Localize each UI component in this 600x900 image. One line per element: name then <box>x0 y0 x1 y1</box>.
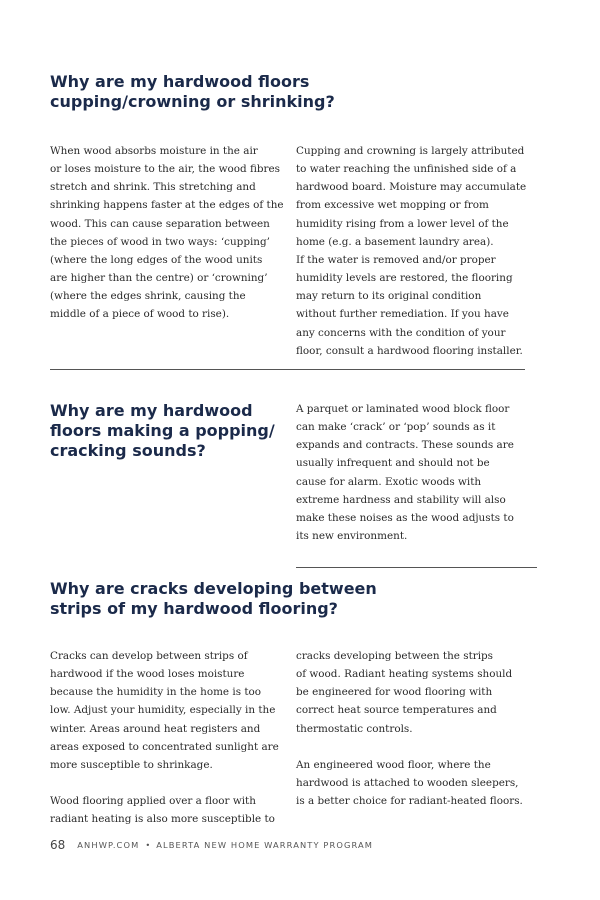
text-line: may return to its original condition <box>296 290 482 303</box>
section3-heading <box>50 579 377 619</box>
section1-left-column <box>50 142 284 324</box>
text-line: hardwood board. Moisture may accumulate <box>296 181 527 194</box>
text-line: areas exposed to concentrated sunlight are <box>50 740 279 753</box>
text-line: If the water is removed and/or proper <box>296 253 496 266</box>
section1-heading-line: cupping/crowning or shrinking? <box>50 92 335 111</box>
text-line: because the humidity in the home is too <box>50 686 262 699</box>
section3-right-column <box>296 647 523 810</box>
text-line: usually infrequent and should not be <box>296 457 490 470</box>
text-line: Wood flooring applied over a floor with <box>50 795 256 808</box>
section3-heading-line: Why are cracks developing between <box>50 579 377 598</box>
text-line: be engineered for wood flooring with <box>296 686 493 699</box>
footer-separator: • <box>145 840 151 850</box>
text-line: hardwood is attached to wooden sleepers, <box>296 777 519 790</box>
text-line: When wood absorbs moisture in the air <box>50 145 258 157</box>
section1-heading-line: Why are my hardwood floors <box>50 72 310 91</box>
text-line: humidity levels are restored, the flooring <box>296 272 513 285</box>
section2-heading-line: cracking sounds? <box>50 441 206 460</box>
footer-website: ANHWP.COM <box>77 840 140 850</box>
section2-heading-line: Why are my hardwood <box>50 401 253 420</box>
text-line: the pieces of wood in two ways: ‘cupping’ <box>50 235 270 248</box>
text-line: hardwood if the wood loses moisture <box>50 668 245 681</box>
text-line: cause for alarm. Exotic woods with <box>296 475 482 488</box>
paragraph-gap <box>50 774 279 792</box>
text-line: without further remediation. If you have <box>296 308 509 321</box>
footer-program-name: ALBERTA NEW HOME WARRANTY PROGRAM <box>156 840 374 850</box>
text-line: (where the edges shrink, causing the <box>50 290 246 303</box>
text-line: extreme hardness and stability will also <box>296 493 506 506</box>
text-line: winter. Areas around heat registers and <box>50 722 261 735</box>
text-line: to water reaching the unfinished side of a <box>296 163 517 176</box>
section3-left-column <box>50 647 279 829</box>
text-line: correct heat source temperatures and <box>296 704 497 717</box>
text-line: floor, consult a hardwood flooring installer. <box>296 344 523 357</box>
text-line: more susceptible to shrinkage. <box>50 758 213 771</box>
text-line: are higher than the centre) or ‘crowning’ <box>50 272 268 285</box>
text-line: wood. This can cause separation between <box>50 217 270 230</box>
text-line: any concerns with the condition of your <box>296 326 506 339</box>
text-line: Cracks can develop between strips of <box>50 650 248 662</box>
section3-heading-line: strips of my hardwood flooring? <box>50 599 338 618</box>
text-line: or loses moisture to the air, the wood fibres <box>50 163 280 176</box>
text-line: from excessive wet mopping or from <box>296 199 489 212</box>
section2-heading <box>50 401 275 461</box>
text-line: thermostatic controls. <box>296 722 413 735</box>
text-line: stretch and shrink. This stretching and <box>50 181 256 194</box>
text-line: shrinking happens faster at the edges of the <box>50 199 284 212</box>
section2-heading-line: floors making a popping/ <box>50 421 275 440</box>
section2-right-column <box>296 400 514 545</box>
text-line: cracks developing between the strips <box>296 650 494 662</box>
text-line: can make ‘crack’ or ‘pop’ sounds as it <box>296 421 496 434</box>
text-line: low. Adjust your humidity, especially in the <box>50 704 276 717</box>
section1-right-column <box>296 142 526 360</box>
text-line: middle of a piece of wood to rise). <box>50 308 230 321</box>
page-footer <box>50 838 373 852</box>
section-divider <box>50 369 525 370</box>
text-line: (where the long edges of the wood units <box>50 253 263 266</box>
text-line: its new environment. <box>296 530 408 543</box>
text-line: humidity rising from a lower level of the <box>296 217 509 230</box>
paragraph-gap <box>296 738 523 756</box>
text-line: expands and contracts. These sounds are <box>296 439 514 452</box>
text-line: radiant heating is also more susceptible to <box>50 813 275 826</box>
text-line: Cupping and crowning is largely attributed <box>296 145 525 157</box>
text-line: of wood. Radiant heating systems should <box>296 668 513 681</box>
text-line: A parquet or laminated wood block floor <box>296 403 510 415</box>
text-line: An engineered wood floor, where the <box>296 758 491 771</box>
text-line: home (e.g. a basement laundry area). <box>296 235 494 248</box>
section-divider <box>296 567 537 568</box>
text-line: make these noises as the wood adjusts to <box>296 511 514 524</box>
page-number: 68 <box>50 838 66 852</box>
section1-heading <box>50 72 335 112</box>
text-line: is a better choice for radiant-heated floors. <box>296 795 523 808</box>
